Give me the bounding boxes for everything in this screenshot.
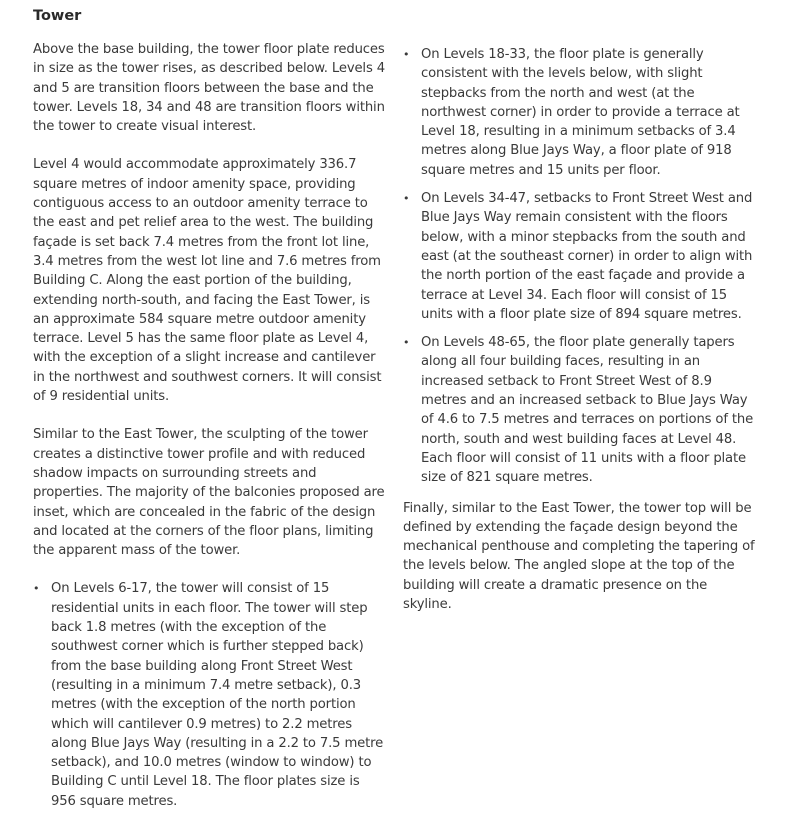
left-column xyxy=(33,40,385,822)
list-item-levels-18-33: • On Levels 18-33, the floor plate is generally consistent with the levels below, with slight stepbacks from the north and west (at the northwest corner) in order to provide a terrace at Level 18, resulting in a minimum setbacks of 3.4 metres along Blue Jays Way, a floor plate of 918 square metres and 15 units per floor. xyxy=(421,45,755,180)
list-item-levels-34-47: • On Levels 34-47, setbacks to Front Street West and Blue Jays Way remain consistent with the floors below, with a minor stepbacks from the south and east (at the southeast corner) in order to align with the north portion of the east façade and provide a terrace at Level 34. Each floor will consist of 15 units with a floor plate size of 894 square metres. xyxy=(421,189,755,324)
intro-paragraph: Above the base building, the tower floor plate reduces in size as the tower rises, as described below. Levels 4 and 5 are transition floors between the base and the tower. Levels 18, 34 and 48 are transition floors within the tower to create visual interest. xyxy=(33,42,385,135)
level-4-paragraph: Level 4 would accommodate approximately 336.7 square metres of indoor amenity space, providing contiguous access to an outdoor amenity terrace to the east and pet relief area to the west. The building façade is set back 7.4 metres from the front lot line, 3.4 metres from the west lot line and 7.6 metres from Building C. Along the east portion of the building, extending north-south, and facing the East Tower, is an approximate 584 square metre outdoor amenity terrace. Level 5 has the same floor plate as Level 4, with the exception of a slight increase and cantilever in the northwest and southwest corners. It will consist of 9 residential units. xyxy=(33,157,382,405)
levels-list-left xyxy=(33,579,385,811)
list-item-levels-48-65: • On Levels 48-65, the floor plate generally tapers along all four building faces, resulting in an increased setback to Front Street West of 8.9 metres and an increased setback to Blue Jays Way of 4.6 to 7.5 metres and terraces on portions of the north, south and west building faces at Level 48. Each floor will consist of 11 units with a floor plate size of 821 square metres. xyxy=(421,333,755,487)
levels-list-right xyxy=(403,45,755,488)
sculpting-paragraph: Similar to the East Tower, the sculpting of the tower creates a distinctive tower profile and with reduced shadow impacts on surrounding streets and properties. The majority of the balconies proposed are inset, which are concealed in the fabric of the design and located at the corners of the floor plans, limiting the apparent mass of the tower. xyxy=(33,427,385,559)
section-title: Tower xyxy=(33,8,82,24)
tower-top-paragraph: Finally, similar to the East Tower, the tower top will be defined by extending the façade design beyond the mechanical penthouse and completing the tapering of the levels below. The angled slope at the top of the building will create a dramatic presence on the skyline. xyxy=(403,500,755,613)
list-item-levels-6-17: • On Levels 6-17, the tower will consist of 15 residential units in each floor. The tower will step back 1.8 metres (with the exception of the southwest corner which is further stepped back) from the base building along Front Street West (resulting in a minimum 7.4 metre setback), 0.3 metres (with the exception of the north portion which will cantilever 0.9 metres) to 2.2 metres along Blue Jays Way (resulting in a 2.2 to 7.5 metre setback), and 10.0 metres (window to window) to Building C until Level 18. The floor plates size is 956 square metres. xyxy=(51,579,385,811)
right-column xyxy=(403,45,755,633)
